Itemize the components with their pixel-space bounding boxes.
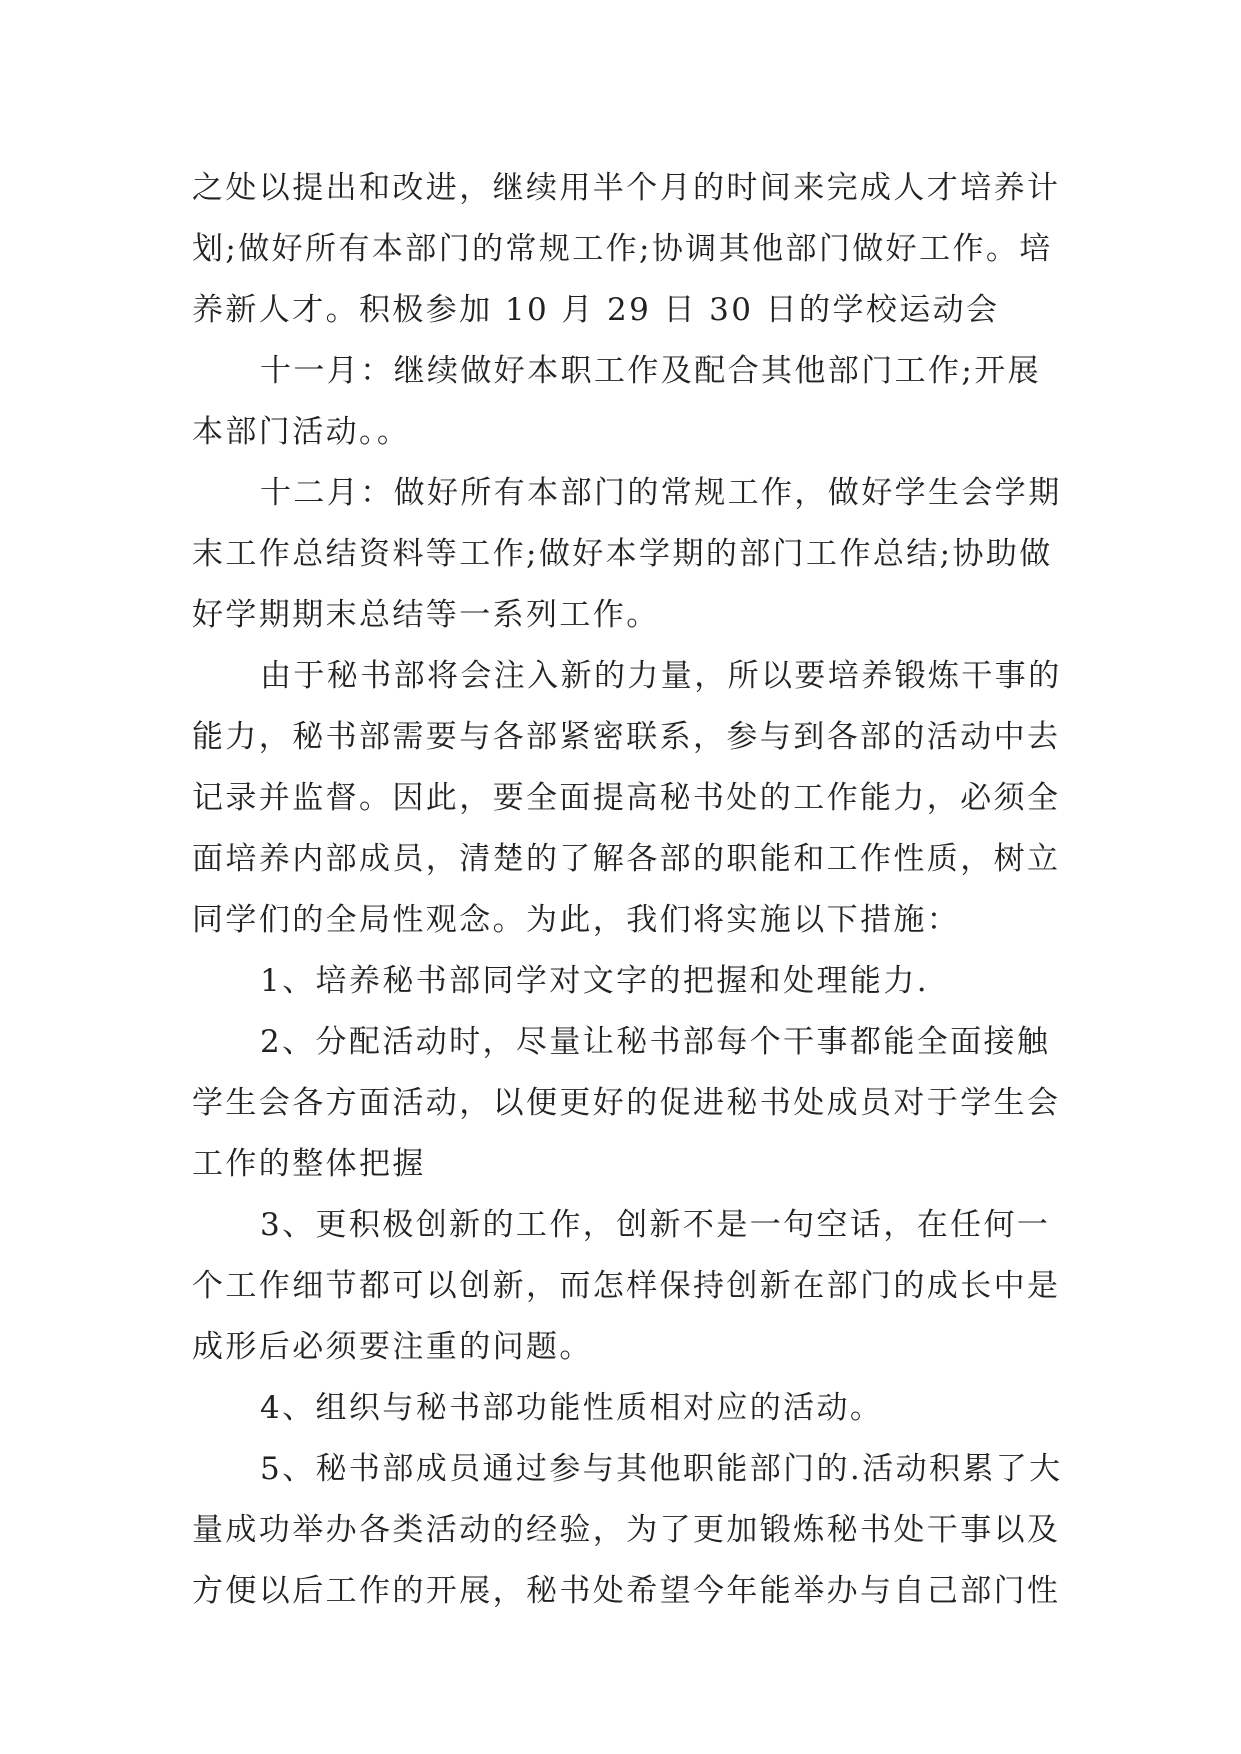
text-line: 工作的整体把握 xyxy=(192,1146,426,1182)
text-line: 个工作细节都可以创新，而怎样保持创新在部门的成长中是 xyxy=(192,1268,1061,1304)
text-line: 好学期期末总结等一系列工作。 xyxy=(192,597,660,633)
text-line: 学生会各方面活动，以便更好的促进秘书处成员对于学生会 xyxy=(192,1085,1061,1121)
list-item-1: 1、培养秘书部同学对文字的把握和处理能力. xyxy=(260,963,929,999)
text-line: 方便以后工作的开展，秘书处希望今年能举办与自己部门性 xyxy=(192,1573,1061,1609)
list-item-5: 5、秘书部成员通过参与其他职能部门的.活动积累了大 xyxy=(260,1451,1063,1487)
list-item-3: 3、更积极创新的工作，创新不是一句空话，在任何一 xyxy=(260,1207,1051,1243)
text-line: 养新人才。积极参加 10 月 29 日 30 日的学校运动会 xyxy=(192,292,1000,328)
text-line: 本部门活动。。 xyxy=(192,414,411,450)
body-text xyxy=(192,158,1062,1622)
text-line: 末工作总结资料等工作;做好本学期的部门工作总结;协助做 xyxy=(192,536,1053,572)
text-line: 划;做好所有本部门的常规工作;协调其他部门做好工作。培 xyxy=(192,231,1053,267)
list-item-4: 4、组织与秘书部功能性质相对应的活动。 xyxy=(260,1390,884,1426)
paragraph-measures-intro: 由于秘书部将会注入新的力量，所以要培养锻炼干事的 xyxy=(260,658,1062,694)
text-line: 同学们的全局性观念。为此，我们将实施以下措施： xyxy=(192,902,961,938)
text-line: 成形后必须要注重的问题。 xyxy=(192,1329,593,1365)
text-line: 量成功举办各类活动的经验，为了更加锻炼秘书处干事以及 xyxy=(192,1512,1061,1548)
list-item-2: 2、分配活动时，尽量让秘书部每个干事都能全面接触 xyxy=(260,1024,1051,1060)
text-line: 之处以提出和改进，继续用半个月的时间来完成人才培养计 xyxy=(192,170,1061,206)
paragraph-november: 十一月：继续做好本职工作及配合其他部门工作;开展 xyxy=(260,353,1042,389)
paragraph-december: 十二月：做好所有本部门的常规工作，做好学生会学期 xyxy=(260,475,1062,511)
text-line: 能力，秘书部需要与各部紧密联系，参与到各部的活动中去 xyxy=(192,719,1061,755)
text-line: 面培养内部成员，清楚的了解各部的职能和工作性质，树立 xyxy=(192,841,1061,877)
text-line: 记录并监督。因此，要全面提高秘书处的工作能力，必须全 xyxy=(192,780,1061,816)
